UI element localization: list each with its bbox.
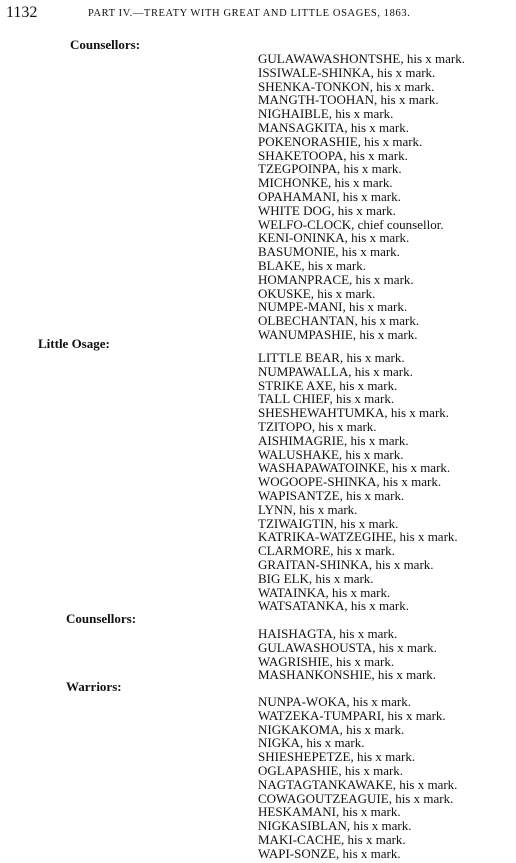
signatory-entry: WAGRISHIE, his x mark. (258, 653, 395, 669)
name-list-counsellors (258, 52, 465, 342)
signatory-entry: WAPISANTZE, his x mark. (258, 487, 405, 503)
name-list-counsellors-second (258, 627, 437, 682)
name-list-warriors (258, 695, 457, 861)
signatory-entry: WATZEKA-TUMPARI, his x mark. (258, 707, 446, 723)
signatory-entry: WALUSHAKE, his x mark. (258, 446, 404, 462)
signatory-entry: BLAKE, his x mark. (258, 257, 366, 273)
signatory-entry: SHAKETOOPA, his x mark. (258, 147, 408, 163)
section-label-little-osage: Little Osage: (38, 336, 110, 351)
signatory-entry: LITTLE BEAR, his x mark. (258, 350, 405, 365)
signatory-entry: MICHONKE, his x mark. (258, 175, 393, 191)
section-label-counsellors: Counsellors: (70, 37, 141, 52)
signatory-entry: GULAWAWASHONTSHE, his x mark. (258, 51, 465, 66)
signatory-entry: AISHIMAGRIE, his x mark. (258, 432, 409, 448)
signatory-entry: CLARMORE, his x mark. (258, 543, 395, 559)
signatory-entry: LYNN, his x mark. (258, 501, 358, 517)
signatory-entry: WELFO-CLOCK, chief counsellor. (258, 216, 444, 232)
signatory-entry: NUMPAWALLA, his x mark. (258, 363, 413, 379)
signatory-entry: OGLAPASHIE, his x mark. (258, 762, 404, 778)
signatory-entry: TZIWAIGTIN, his x mark. (258, 515, 399, 531)
signatory-entry: MANGTH-TOOHAN, his x mark. (258, 92, 439, 108)
signatory-entry: WOGOOPE-SHINKA, his x mark. (258, 474, 442, 490)
signatory-entry: KENI-ONINKA, his x mark. (258, 230, 410, 246)
signatory-entry: TZEGPOINPA, his x mark. (258, 161, 402, 177)
signatory-entry: ISSIWALE-SHINKA, his x mark. (258, 64, 436, 80)
signatory-entry: WATAINKA, his x mark. (258, 584, 391, 600)
signatory-entry: TALL CHIEF, his x mark. (258, 391, 395, 407)
section-label-counsellors-second: Counsellors: (66, 611, 137, 626)
signatory-entry: MANSAGKITA, his x mark. (258, 119, 409, 135)
signatory-entry: HAISHAGTA, his x mark. (258, 626, 398, 641)
page-header (0, 4, 516, 26)
signatory-entry: WAPI-SONZE, his x mark. (258, 845, 401, 861)
signatory-entry: SHESHEWAHTUMKA, his x mark. (258, 405, 450, 421)
signatory-entry: GRAITAN-SHINKA, his x mark. (258, 556, 434, 572)
signatory-entry: MAKI-CACHE, his x mark. (258, 831, 406, 847)
signatory-entry: TZITOPO, his x mark. (258, 418, 377, 434)
signatory-entry: HESKAMANI, his x mark. (258, 804, 401, 820)
signatory-entry: NUMPE-MANI, his x mark. (258, 299, 408, 315)
signatory-entry: NAGTAGTANKAWAKE, his x mark. (258, 776, 458, 792)
page-number: 1132 (6, 4, 38, 21)
signatory-entry: STRIKE AXE, his x mark. (258, 377, 398, 393)
signatory-entry: OLBECHANTAN, his x mark. (258, 313, 420, 329)
signatory-entry: NUNPA-WOKA, his x mark. (258, 694, 411, 709)
signatory-entry: BIG ELK, his x mark. (258, 570, 374, 586)
section-label-warriors: Warriors: (66, 679, 122, 694)
signatory-entry: OKUSKE, his x mark. (258, 285, 376, 301)
signatory-entry: WANUMPASHIE, his x mark. (258, 326, 418, 342)
name-list-little-osage (258, 351, 458, 613)
signatory-entry: NIGHAIBLE, his x mark. (258, 106, 394, 122)
signatory-entry: KATRIKA-WATZEGIHE, his x mark. (258, 529, 458, 545)
signatory-entry: WASHAPAWATOINKE, his x mark. (258, 460, 451, 476)
signatory-entry: NIGKASIBLAN, his x mark. (258, 818, 412, 834)
signatory-entry: GULAWASHOUSTA, his x mark. (258, 639, 437, 655)
signatory-entry: SHENKA-TONKON, his x mark. (258, 78, 435, 94)
signatory-entry: WATSATANKA, his x mark. (258, 598, 409, 614)
signatory-entry: SHIESHEPETZE, his x mark. (258, 749, 416, 765)
running-title: PART IV.—TREATY WITH GREAT AND LITTLE OSAGES, 1863. (88, 8, 411, 19)
signatory-entry: COWAGOUTZEAGUIE, his x mark. (258, 790, 454, 806)
signatory-entry: OPAHAMANI, his x mark. (258, 188, 401, 204)
signatory-entry: NIGKA, his x mark. (258, 735, 365, 751)
signatory-entry: NIGKAKOMA, his x mark. (258, 721, 405, 737)
signatory-entry: WHITE DOG, his x mark. (258, 202, 396, 218)
signatory-entry: HOMANPRACE, his x mark. (258, 271, 414, 287)
signatory-entry: BASUMONIE, his x mark. (258, 244, 400, 260)
signatory-entry: MASHANKONSHIE, his x mark. (258, 667, 437, 683)
signatory-entry: POKENORASHIE, his x mark. (258, 133, 423, 149)
